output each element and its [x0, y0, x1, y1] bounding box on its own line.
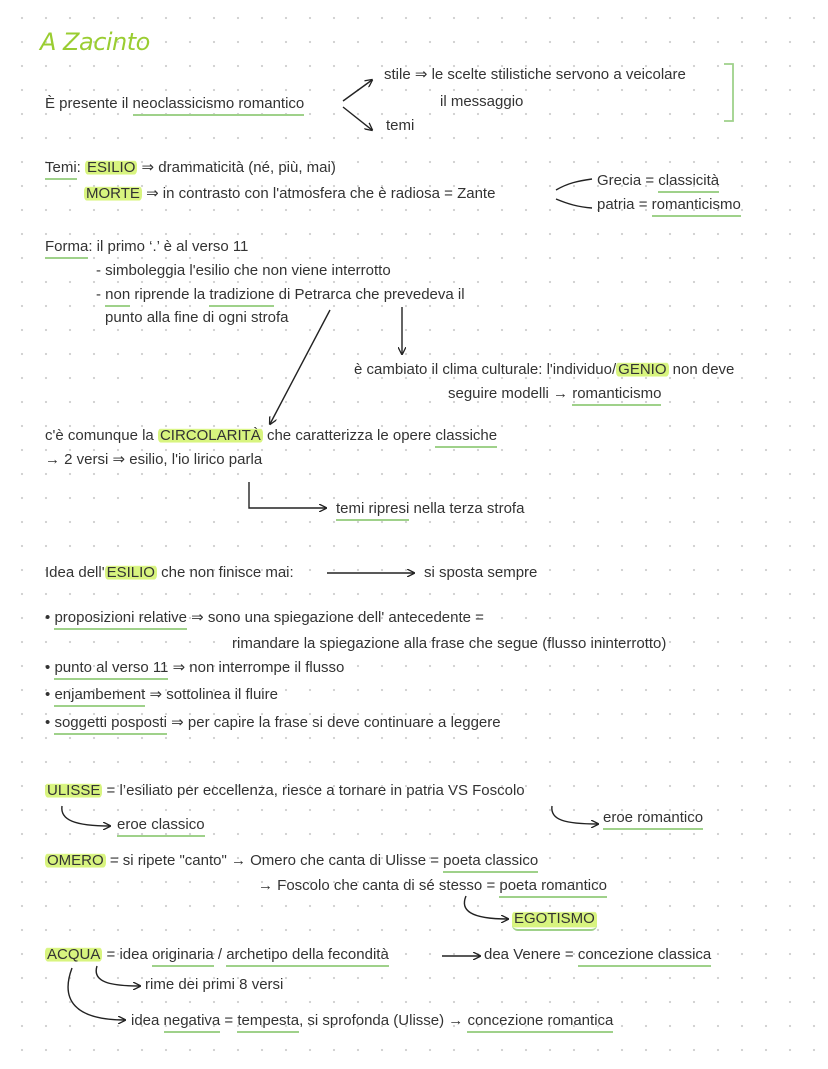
clima-text: è cambiato il clima culturale: l'individuo/: [354, 361, 617, 378]
acqua-eq2: =: [220, 1012, 238, 1029]
bullet-dot: •: [45, 659, 51, 676]
forma-text: : il primo ‘.’ è al verso 11: [88, 238, 249, 255]
ulisse-line: [45, 781, 525, 801]
intro-prefix: È presente il: [45, 95, 133, 112]
temi-colon: :: [76, 159, 81, 176]
omero-line: [45, 851, 538, 871]
temi-label: Temi: [45, 159, 77, 180]
forma-point-2-cont: punto alla fine di ogni strofa: [105, 309, 289, 326]
bullet-text: ⇒ per capire la frase si deve continuare a leggere: [167, 714, 501, 731]
grecia-line: [597, 171, 719, 191]
bullet-text: ⇒ sono una spiegazione dell' antecedente =: [187, 609, 484, 626]
bullet-item: [45, 713, 501, 733]
esilio-highlight: ESILIO: [87, 159, 136, 176]
omero-text: = si ripete "canto" → Omero che canta di Ulisse =: [105, 852, 444, 869]
acqua-slash: /: [213, 946, 227, 963]
foscolo-line: [258, 876, 607, 896]
originaria-term: originaria: [152, 946, 214, 967]
idea-suffix: che non finisce mai:: [156, 564, 294, 581]
circolarita-line-2: → 2 versi ⇒ esilio, l'io lirico parla: [45, 451, 263, 468]
dash: -: [96, 286, 106, 303]
bullet-item: [45, 685, 278, 705]
genio-highlight: GENIO: [618, 361, 667, 378]
circolarita-highlight: CIRCOLARITÀ: [159, 427, 261, 444]
archetipo-term: archetipo della fecondità: [226, 946, 389, 967]
temi-ripresi-term: temi ripresi: [336, 500, 409, 521]
neoclassicismo-term: neoclassicismo romantico: [133, 95, 305, 116]
dea-text: dea Venere =: [484, 946, 578, 963]
negativa-term: negativa: [164, 1012, 221, 1033]
eroe-romantico-term: eroe romantico: [603, 809, 703, 830]
grecia-prefix: Grecia =: [597, 172, 659, 189]
bullet-text: ⇒ non interrompe il flusso: [168, 659, 345, 676]
bullet-term: punto al verso 11: [54, 659, 168, 680]
acqua-eq: = idea: [102, 946, 152, 963]
page-title: A Zacinto: [40, 28, 150, 56]
forma-point-2: [96, 285, 465, 305]
morte-line: [84, 184, 495, 204]
patria-line: [597, 195, 741, 215]
circolarita-prefix: c'è comunque la: [45, 427, 158, 444]
temi-line: [45, 158, 336, 178]
bullet-item-cont: rimandare la spiegazione alla frase che segue (flusso ininterrotto): [232, 635, 667, 652]
bullet-dot: •: [45, 714, 51, 731]
poeta-classico-term: poeta classico: [443, 852, 538, 873]
bullet-text: ⇒ sottolinea il fluire: [145, 686, 278, 703]
circolarita-mid: che caratterizza le opere: [262, 427, 436, 444]
bullet-dot: •: [45, 609, 51, 626]
circolarita-line: [45, 426, 497, 446]
patria-prefix: patria =: [597, 196, 652, 213]
clima-end: non deve: [668, 361, 735, 378]
forma-label: Forma: [45, 238, 88, 259]
concezione-classica-term: concezione classica: [578, 946, 711, 967]
bullet-term: enjambement: [54, 686, 145, 707]
ulisse-highlight: ULISSE: [47, 782, 101, 799]
branch-stile: stile ⇒ le scelte stilistiche servono a veicolare: [384, 66, 686, 83]
bullet-term: proposizioni relative: [54, 609, 187, 630]
eroe-romantico: [603, 808, 703, 828]
idea-result: si sposta sempre: [424, 564, 538, 581]
eroe-classico: [117, 815, 205, 835]
bullet-item: [45, 608, 484, 628]
tradizione-term: tradizione: [209, 286, 274, 307]
eroe-classico-term: eroe classico: [117, 816, 205, 837]
temi-ripresi-end: nella terza strofa: [409, 500, 525, 517]
bullet-dot: •: [45, 686, 51, 703]
foscolo-text: → Foscolo che canta di sé stesso =: [258, 877, 500, 894]
egotismo-line: [512, 909, 597, 929]
acqua-highlight: ACQUA: [47, 946, 101, 963]
idea-prefix: Idea dell': [45, 564, 105, 581]
branch-temi: temi: [386, 117, 415, 134]
poeta-romantico-term: poeta romantico: [499, 877, 607, 898]
forma-mid: riprende la: [130, 286, 210, 303]
romanticismo-term-2: romanticismo: [572, 385, 661, 406]
tempesta-term: tempesta: [237, 1012, 299, 1033]
idea-neg-prefix: idea: [131, 1012, 164, 1029]
temi-ripresi-line: [336, 499, 524, 519]
concezione-romantica-term: concezione romantica: [467, 1012, 613, 1033]
clima-line-1: [354, 360, 734, 380]
bullet-item: [45, 658, 344, 678]
seguire-text: seguire modelli →: [448, 385, 573, 402]
tempesta-end: , si sprofonda (Ulisse) →: [299, 1012, 468, 1029]
esilio-text: ⇒ drammaticità (né, più, mai): [137, 159, 336, 176]
branch-stile-cont: il messaggio: [440, 93, 524, 110]
omero-highlight: OMERO: [47, 852, 104, 869]
idea-negativa-line: [131, 1011, 613, 1031]
intro-line: [45, 94, 304, 114]
ulisse-text: = l’esiliato per eccellenza, riesce a tornare in patria VS Foscolo: [102, 782, 525, 799]
forma-point-1: - simboleggia l'esilio che non viene interrotto: [96, 262, 391, 279]
morte-highlight: MORTE: [86, 185, 140, 202]
classicita-term: classicità: [658, 172, 719, 193]
rime-line: rime dei primi 8 versi: [145, 976, 284, 993]
bullet-term: soggetti posposti: [54, 714, 167, 735]
morte-text: ⇒ in contrasto con l'atmosfera che è radiosa = Zante: [141, 185, 496, 202]
egotismo-highlight: EGOTISMO: [512, 910, 597, 931]
forma-line: [45, 237, 248, 257]
classiche-term: classiche: [435, 427, 497, 448]
dea-venere-line: [484, 945, 711, 965]
non-term: non: [105, 286, 130, 307]
clima-line-2: [448, 384, 661, 404]
romanticismo-term: romanticismo: [652, 196, 741, 217]
acqua-line: [45, 945, 389, 965]
forma-end: di Petrarca che prevedeva il: [274, 286, 465, 303]
esilio-highlight-2: ESILIO: [106, 564, 155, 581]
idea-line: [45, 563, 294, 583]
